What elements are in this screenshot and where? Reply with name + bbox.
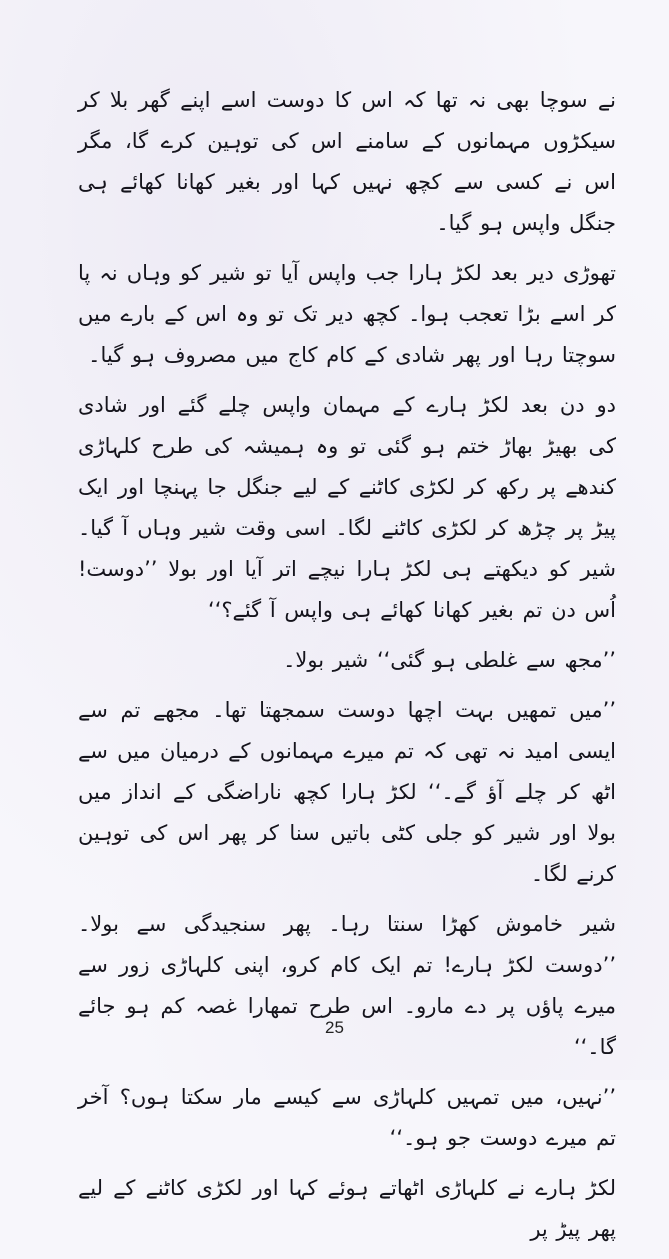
story-text bbox=[78, 80, 616, 1259]
paragraph-1: نے سوچا بھی نہ تھا کہ اس کا دوست اسے اپنے گھر بلا کر سیکڑوں مہمانوں کے سامنے اس کی توہین کرے گا، مگر اس نے کسی سے کچھ نہیں کہا اور بغیر کھانا کھائے ہی جنگل واپس ہو گیا۔ bbox=[78, 88, 616, 235]
paragraph-6: شیر خاموش کھڑا سنتا رہا۔ پھر سنجیدگی سے بولا۔ ’’دوست لکڑ ہارے! تم ایک کام کرو، اپنی کلہاڑی زور سے میرے پاؤں پر دے مارو۔ اس طرح تمھارا غصہ کم ہو جائے گا۔‘‘ bbox=[78, 912, 616, 1059]
page-number: 25 bbox=[325, 1018, 344, 1037]
paragraph-3: دو دن بعد لکڑ ہارے کے مہمان واپس چلے گئے اور شادی کی بھیڑ بھاڑ ختم ہو گئی تو وہ ہمیشہ کی طرح کلہاڑی کندھے پر رکھ کر لکڑی کاٹنے کے لیے جنگل جا پہنچا اور ایک پیڑ پر چڑھ کر لکڑی کاٹنے لگا۔ اسی وقت شیر وہاں آ گیا۔ شیر کو دیکھتے ہی لکڑ ہارا نیچے اتر آیا اور بولا ’’دوست! اُس دن تم بغیر کھانا کھائے ہی واپس آ گئے؟‘‘ bbox=[78, 393, 616, 622]
paragraph-5: ’’میں تمھیں بہت اچھا دوست سمجھتا تھا۔ مجھے تم سے ایسی امید نہ تھی کہ تم میرے مہمانوں کے درمیان میں سے اٹھ کر چلے آؤ گے۔‘‘ لکڑ ہارا کچھ ناراضگی کے انداز میں بولا اور شیر کو جلی کٹی باتیں سنا کر پھر اس کی توہین کرنے لگا۔ bbox=[78, 698, 616, 886]
paragraph-7: ’’نہیں، میں تمہیں کلہاڑی سے کیسے مار سکتا ہوں؟ آخر تم میرے دوست جو ہو۔‘‘ bbox=[78, 1085, 616, 1150]
paragraph-8: لکڑ ہارے نے کلہاڑی اٹھاتے ہوئے کہا اور لکڑی کاٹنے کے لیے پھر پیڑ پر bbox=[78, 1176, 616, 1241]
paragraph-4: ’’مجھ سے غلطی ہو گئی‘‘ شیر بولا۔ bbox=[283, 648, 616, 672]
paragraph-2: تھوڑی دیر بعد لکڑ ہارا جب واپس آیا تو شیر کو وہاں نہ پا کر اسے بڑا تعجب ہوا۔ کچھ دیر تک تو وہ اس کے بارے میں سوچتا رہا اور پھر شادی کے کام کاج میں مصروف ہو گیا۔ bbox=[78, 261, 616, 367]
